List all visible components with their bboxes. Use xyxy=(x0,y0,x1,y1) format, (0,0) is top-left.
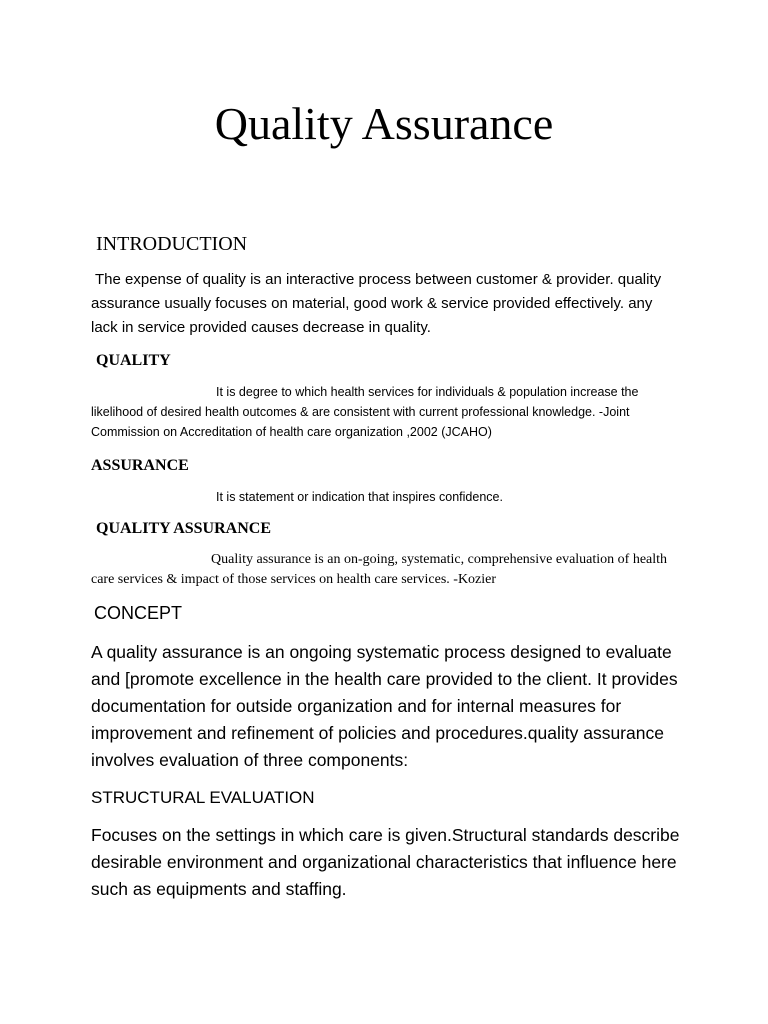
structural-evaluation-heading: STRUCTURAL EVALUATION xyxy=(91,788,315,807)
concept-paragraph: A quality assurance is an ongoing systematic process designed to evaluate and [promote excellence in the health care provided to the client. It provides documentation for outside organization and for internal measures for improvement and refinement of policies and procedures.quality assurance involves evaluation of three components: xyxy=(91,642,678,770)
introduction-heading: INTRODUCTION xyxy=(96,233,248,255)
structural-evaluation-paragraph: Focuses on the settings in which care is given.Structural standards describe desirable environment and organizational characteristics that influence here such as equipments and staffing. xyxy=(91,825,680,899)
assurance-paragraph: It is statement or indication that inspires confidence. xyxy=(216,490,503,504)
document-title: Quality Assurance xyxy=(214,98,554,149)
quality-assurance-heading: QUALITY ASSURANCE xyxy=(96,520,271,537)
concept-heading: CONCEPT xyxy=(94,603,183,623)
introduction-paragraph: The expense of quality is an interactive process between customer & provider. quality assurance usually focuses on material, good work & service provided effectively. any lack in service provided causes decrease in quality. xyxy=(91,271,662,336)
quality-paragraph: It is degree to which health services for individuals & population increase the likelihood of desired health outcomes & are consistent with current professional knowledge. -Joint Commission on Accreditation of health care organization ,2002 (JCAHO) xyxy=(91,385,639,439)
quality-heading: QUALITY xyxy=(96,352,171,369)
quality-assurance-paragraph: Quality assurance is an on-going, systematic, comprehensive evaluation of health care services & impact of those services on health care services. -Kozier xyxy=(91,552,668,587)
assurance-heading: ASSURANCE xyxy=(91,457,189,474)
